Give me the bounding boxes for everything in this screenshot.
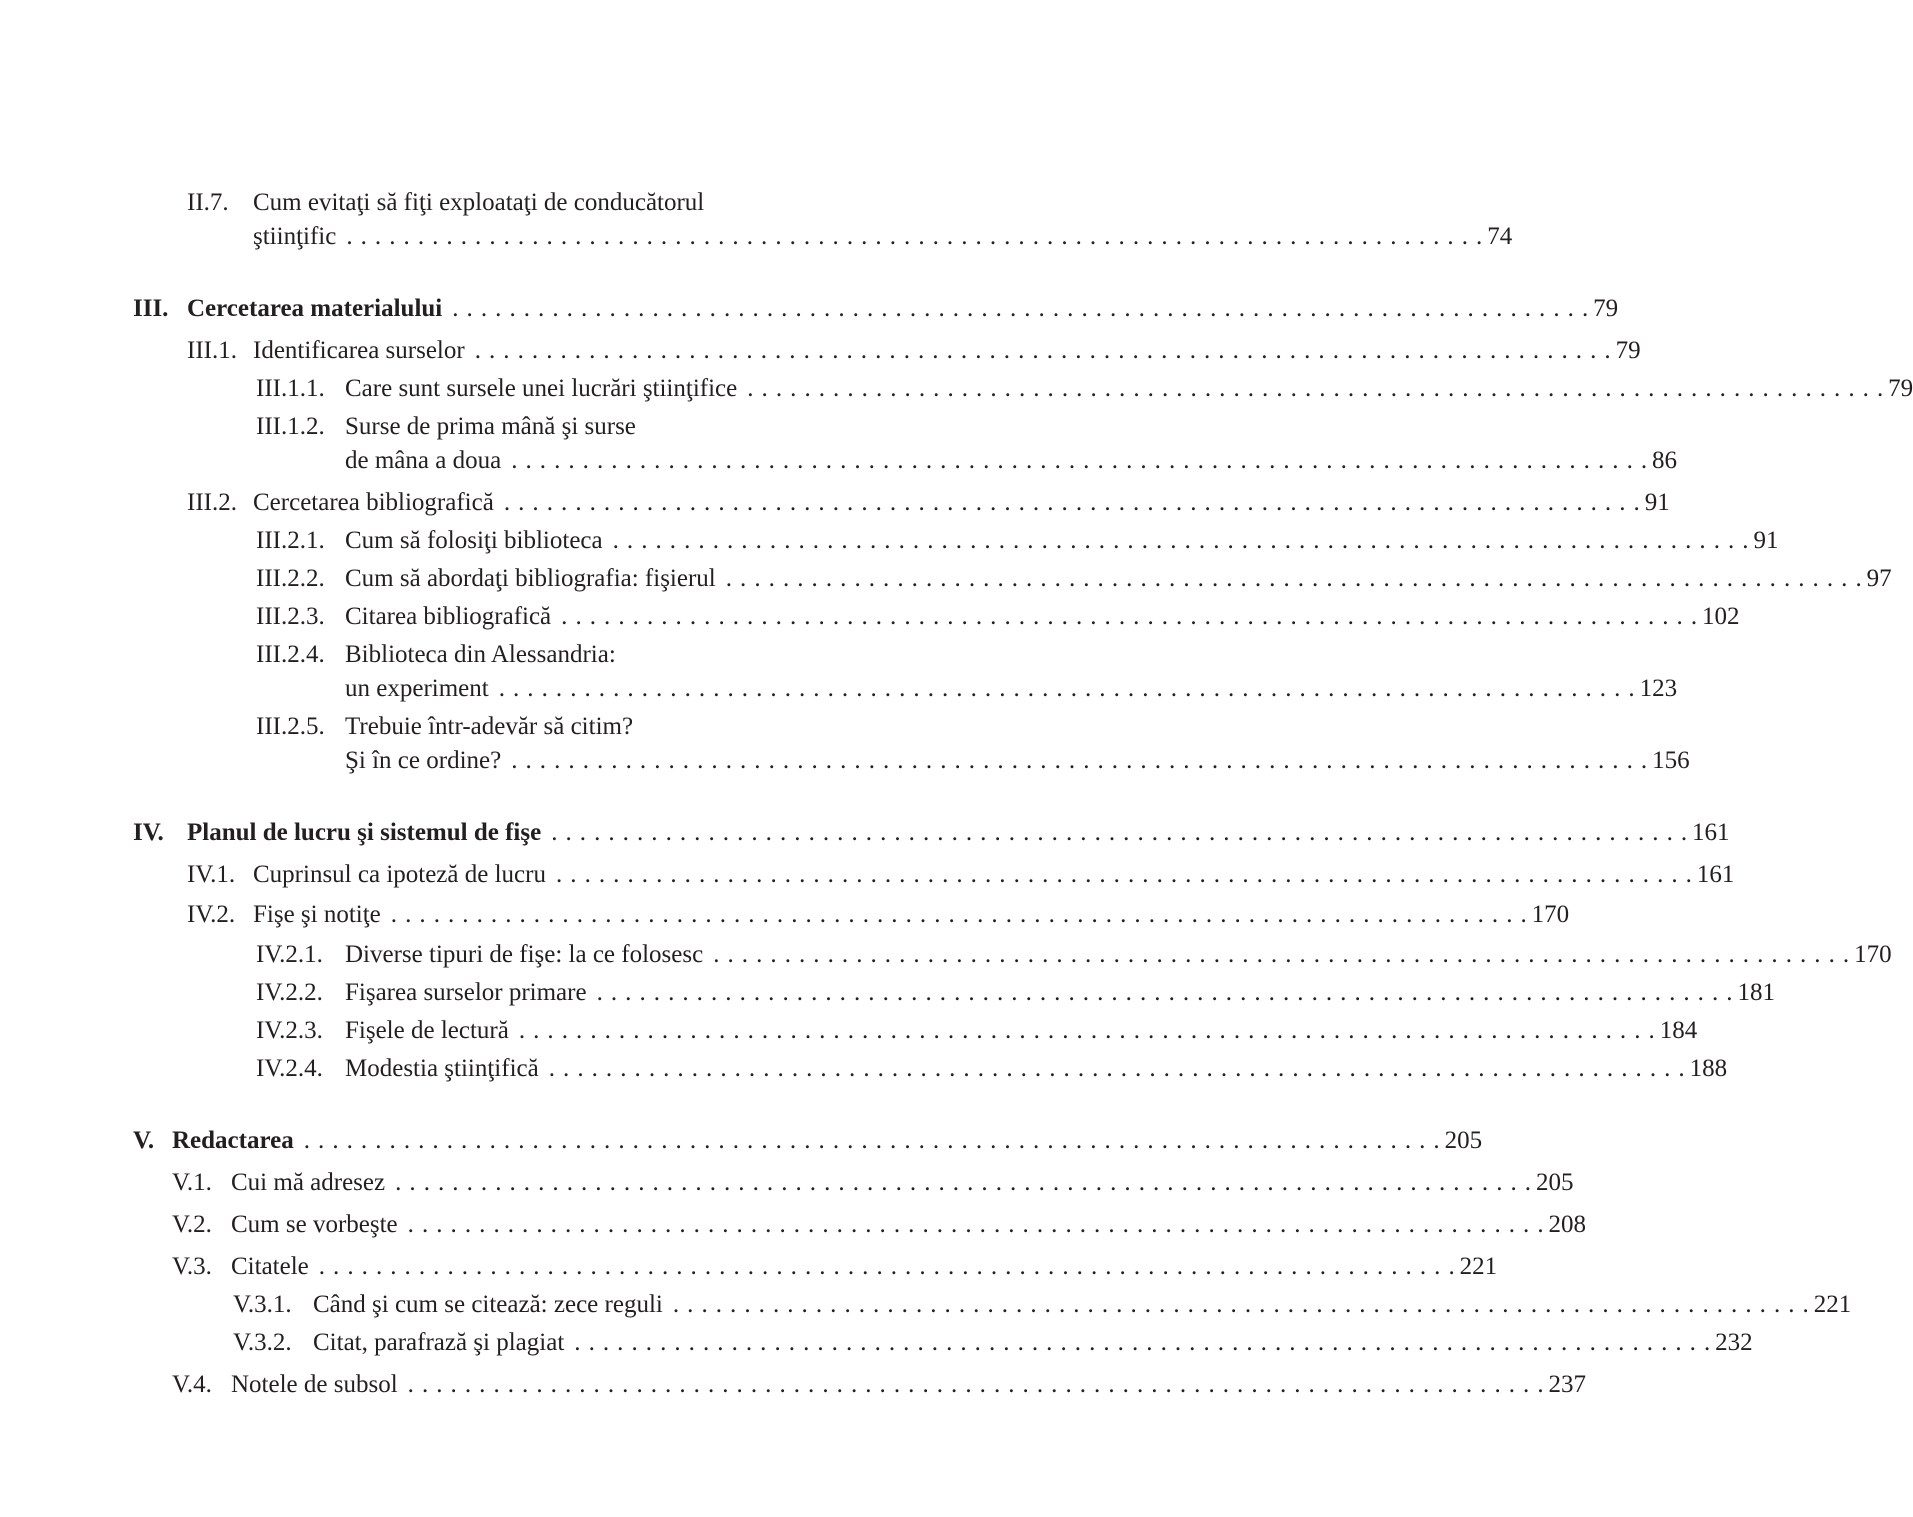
page-number: 86 <box>1652 447 1678 474</box>
page-number: 161 <box>1696 861 1735 888</box>
section-title: Cum evitaţi să fiţi exploataţi de conducătorul <box>253 189 705 216</box>
dot-leader: . . . . . . . . . . . . . . . . . . . . . . . . . . . . . . . . . . . . . . . . . . . . . . . . . . . . . . . . . . . . . . . . . . . . . . . . . . . . . . . . <box>303 1127 1441 1154</box>
dot-leader: . . . . . . . . . . . . . . . . . . . . . . . . . . . . . . . . . . . . . . . . . . . . . . . . . . . . . . . . . . . . . . . . . . . . . . . . . . . . . . . . <box>390 901 1528 928</box>
toc-entry <box>256 977 1775 1009</box>
section-number: III.1.1. <box>256 375 325 402</box>
toc-entry-continuation <box>345 745 1690 777</box>
page-number: 170 <box>1531 901 1570 928</box>
section-number: V.3.1. <box>233 1291 292 1318</box>
page-number: 161 <box>1692 819 1730 846</box>
section-title: Citarea bibliografică <box>345 603 552 630</box>
dot-leader: . . . . . . . . . . . . . . . . . . . . . . . . . . . . . . . . . . . . . . . . . . . . . . . . . . . . . . . . . . . . . . . . . . . . . . . . . . . . . . . . <box>318 1253 1456 1280</box>
page-number: 181 <box>1737 979 1775 1006</box>
page-number: 79 <box>1615 337 1641 364</box>
section-title: Biblioteca din Alessandria: <box>345 641 616 668</box>
dot-leader: . . . . . . . . . . . . . . . . . . . . . . . . . . . . . . . . . . . . . . . . . . . . . . . . . . . . . . . . . . . . . . . . . . . . . . . . . . . . . . . . <box>474 337 1612 364</box>
section-number: IV. <box>133 819 164 846</box>
page-number: 221 <box>1813 1291 1852 1318</box>
section-title: Fişe şi notiţe <box>253 901 381 928</box>
toc-entry <box>187 187 890 219</box>
page-number: 123 <box>1639 675 1678 702</box>
section-title: Redactarea <box>172 1127 294 1154</box>
section-number: III.2.5. <box>256 713 325 740</box>
page-number: 221 <box>1459 1253 1498 1280</box>
section-title: de mâna a doua <box>345 447 502 474</box>
section-number: III. <box>133 295 169 322</box>
section-title: Citatele <box>231 1253 309 1280</box>
section-title: Cuprinsul ca ipoteză de lucru <box>253 861 546 888</box>
toc-entry <box>172 1209 1586 1241</box>
section-title: Cum să abordaţi bibliografia: fişierul <box>345 565 716 592</box>
page-number: 205 <box>1535 1169 1574 1196</box>
section-title: un experiment <box>345 675 489 702</box>
dot-leader: . . . . . . . . . . . . . . . . . . . . . . . . . . . . . . . . . . . . . . . . . . . . . . . . . . . . . . . . . . . . . . . . . . . . . . . . . . . . . . . . <box>612 527 1750 554</box>
toc-entry <box>187 487 1670 519</box>
section-title: Notele de subsol <box>231 1371 398 1398</box>
section-number: III.1. <box>187 337 237 364</box>
section-title: Planul de lucru şi sistemul de fişe <box>187 819 542 846</box>
section-title: Şi în ce ordine? <box>345 747 502 774</box>
section-number: IV.2.2. <box>256 979 323 1006</box>
section-title: Cum se vorbeşte <box>231 1211 398 1238</box>
dot-leader: . . . . . . . . . . . . . . . . . . . . . . . . . . . . . . . . . . . . . . . . . . . . . . . . . . . . . . . . . . . . . . . . . . . . . . . . . . . . . . . . <box>551 819 1689 846</box>
section-title: Fişarea surselor primare <box>345 979 587 1006</box>
section-number: IV.2.4. <box>256 1055 323 1082</box>
toc-entry <box>133 1125 1483 1157</box>
toc-entry <box>256 373 1913 405</box>
section-title: Cercetarea bibliografică <box>253 489 494 516</box>
toc-entry <box>256 1015 1698 1047</box>
dot-leader: . . . . . . . . . . . . . . . . . . . . . . . . . . . . . . . . . . . . . . . . . . . . . . . . . . . . . . . . . . . . . . . . . . . . . . . . . . . . . . . . <box>452 295 1590 322</box>
page-number: 102 <box>1702 603 1740 630</box>
page-number: 208 <box>1548 1211 1586 1238</box>
toc-entry <box>256 1053 1728 1085</box>
toc-entry <box>172 1369 1586 1401</box>
section-number: III.2.2. <box>256 565 325 592</box>
page-number: 91 <box>1644 489 1670 516</box>
dot-leader: . . . . . . . . . . . . . . . . . . . . . . . . . . . . . . . . . . . . . . . . . . . . . . . . . . . . . . . . . . . . . . . . . . . . . . . . . . . . . . . . <box>555 861 1693 888</box>
section-number: III.2.4. <box>256 641 325 668</box>
toc-entry <box>256 711 890 743</box>
section-number: V. <box>133 1127 155 1154</box>
dot-leader: . . . . . . . . . . . . . . . . . . . . . . . . . . . . . . . . . . . . . . . . . . . . . . . . . . . . . . . . . . . . . . . . . . . . . . . . . . . . . . . . <box>548 1055 1686 1082</box>
toc-entry-continuation <box>345 673 1678 705</box>
page-number: 188 <box>1689 1055 1728 1082</box>
section-title: ştiinţific <box>253 223 337 250</box>
toc-entry <box>256 639 890 671</box>
toc-entry <box>187 859 1735 891</box>
toc-entry <box>256 525 1779 557</box>
page-number: 237 <box>1548 1371 1586 1398</box>
section-title: Diverse tipuri de fişe: la ce folosesc <box>345 941 704 968</box>
section-title: Surse de prima mână şi surse <box>345 413 636 440</box>
section-number: IV.2.1. <box>256 941 323 968</box>
section-number: V.4. <box>172 1371 212 1398</box>
dot-leader: . . . . . . . . . . . . . . . . . . . . . . . . . . . . . . . . . . . . . . . . . . . . . . . . . . . . . . . . . . . . . . . . . . . . . . . . . . . . . . . . <box>574 1329 1712 1356</box>
section-number: IV.1. <box>187 861 236 888</box>
dot-leader: . . . . . . . . . . . . . . . . . . . . . . . . . . . . . . . . . . . . . . . . . . . . . . . . . . . . . . . . . . . . . . . . . . . . . . . . . . . . . . . . <box>672 1291 1810 1318</box>
toc-entry <box>233 1289 1852 1321</box>
page-number: 232 <box>1715 1329 1753 1356</box>
section-number: V.1. <box>172 1169 212 1196</box>
section-number: V.3.2. <box>233 1329 292 1356</box>
dot-leader: . . . . . . . . . . . . . . . . . . . . . . . . . . . . . . . . . . . . . . . . . . . . . . . . . . . . . . . . . . . . . . . . . . . . . . . . . . . . . . . . <box>518 1017 1656 1044</box>
toc-entry <box>187 899 1570 931</box>
section-title: Cui mă adresez <box>231 1169 386 1196</box>
section-number: IV.2.3. <box>256 1017 323 1044</box>
page-number: 205 <box>1444 1127 1483 1154</box>
toc-entry-continuation <box>345 445 1678 477</box>
dot-leader: . . . . . . . . . . . . . . . . . . . . . . . . . . . . . . . . . . . . . . . . . . . . . . . . . . . . . . . . . . . . . . . . . . . . . . . . . . . . . . . . <box>561 603 1699 630</box>
section-title: Citat, parafrază şi plagiat <box>313 1329 565 1356</box>
dot-leader: . . . . . . . . . . . . . . . . . . . . . . . . . . . . . . . . . . . . . . . . . . . . . . . . . . . . . . . . . . . . . . . . . . . . . . . . . . . . . . . . <box>713 941 1851 968</box>
toc-entry <box>233 1327 1753 1359</box>
section-title: Modestia ştiinţifică <box>345 1055 539 1082</box>
toc-entry <box>256 601 1740 633</box>
toc-entry <box>256 939 1892 971</box>
section-number: III.2.1. <box>256 527 325 554</box>
page-number: 91 <box>1753 527 1779 554</box>
page-number: 74 <box>1487 223 1513 250</box>
dot-leader: . . . . . . . . . . . . . . . . . . . . . . . . . . . . . . . . . . . . . . . . . . . . . . . . . . . . . . . . . . . . . . . . . . . . . . . . . . . . . . . . <box>395 1169 1532 1196</box>
section-title: Care sunt sursele unei lucrări ştiinţifice <box>345 375 738 402</box>
section-number: IV.2. <box>187 901 236 928</box>
dot-leader: . . . . . . . . . . . . . . . . . . . . . . . . . . . . . . . . . . . . . . . . . . . . . . . . . . . . . . . . . . . . . . . . . . . . . . . . . . . . . . . . <box>725 565 1863 592</box>
section-number: III.1.2. <box>256 413 325 440</box>
section-title: Fişele de lectură <box>345 1017 509 1044</box>
section-title: Trebuie într-adevăr să citim? <box>345 713 634 740</box>
dot-leader: . . . . . . . . . . . . . . . . . . . . . . . . . . . . . . . . . . . . . . . . . . . . . . . . . . . . . . . . . . . . . . . . . . . . . . . . . . . . . . . . <box>503 489 1641 516</box>
dot-leader: . . . . . . . . . . . . . . . . . . . . . . . . . . . . . . . . . . . . . . . . . . . . . . . . . . . . . . . . . . . . . . . . . . . . . . . . . . . . . . . . <box>498 675 1636 702</box>
section-number: III.2. <box>187 489 237 516</box>
section-number: V.2. <box>172 1211 212 1238</box>
page-number: 156 <box>1652 747 1690 774</box>
page-number: 97 <box>1866 565 1892 592</box>
page-number: 79 <box>1593 295 1619 322</box>
toc-entry <box>256 563 1892 595</box>
toc-entry <box>187 335 1641 367</box>
dot-leader: . . . . . . . . . . . . . . . . . . . . . . . . . . . . . . . . . . . . . . . . . . . . . . . . . . . . . . . . . . . . . . . . . . . . . . . . . . . . . . . . <box>596 979 1734 1006</box>
dot-leader: . . . . . . . . . . . . . . . . . . . . . . . . . . . . . . . . . . . . . . . . . . . . . . . . . . . . . . . . . . . . . . . . . . . . . . . . . . . . . . . . <box>407 1211 1545 1238</box>
page-number: 170 <box>1854 941 1892 968</box>
toc-entry <box>172 1251 1498 1283</box>
toc-entry <box>133 817 1730 849</box>
toc-entry <box>256 411 890 443</box>
section-number: II.7. <box>187 189 229 216</box>
toc-entry <box>133 293 1619 325</box>
section-title: Cercetarea materialului <box>187 295 443 322</box>
toc-entry-continuation <box>253 221 1513 253</box>
dot-leader: . . . . . . . . . . . . . . . . . . . . . . . . . . . . . . . . . . . . . . . . . . . . . . . . . . . . . . . . . . . . . . . . . . . . . . . . . . . . . . . . <box>346 223 1484 250</box>
section-number: V.3. <box>172 1253 212 1280</box>
page-number: 79 <box>1888 375 1913 402</box>
dot-leader: . . . . . . . . . . . . . . . . . . . . . . . . . . . . . . . . . . . . . . . . . . . . . . . . . . . . . . . . . . . . . . . . . . . . . . . . . . . . . . . . <box>511 447 1649 474</box>
dot-leader: . . . . . . . . . . . . . . . . . . . . . . . . . . . . . . . . . . . . . . . . . . . . . . . . . . . . . . . . . . . . . . . . . . . . . . . . . . . . . . . . <box>511 747 1649 774</box>
section-number: III.2.3. <box>256 603 325 630</box>
page-number: 184 <box>1659 1017 1698 1044</box>
section-title: Identificarea surselor <box>253 337 465 364</box>
dot-leader: . . . . . . . . . . . . . . . . . . . . . . . . . . . . . . . . . . . . . . . . . . . . . . . . . . . . . . . . . . . . . . . . . . . . . . . . . . . . . . . . <box>747 375 1885 402</box>
section-title: Când şi cum se citează: zece reguli <box>313 1291 663 1318</box>
dot-leader: . . . . . . . . . . . . . . . . . . . . . . . . . . . . . . . . . . . . . . . . . . . . . . . . . . . . . . . . . . . . . . . . . . . . . . . . . . . . . . . . <box>407 1371 1545 1398</box>
section-title: Cum să folosiţi biblioteca <box>345 527 603 554</box>
toc-entry <box>172 1167 1574 1199</box>
